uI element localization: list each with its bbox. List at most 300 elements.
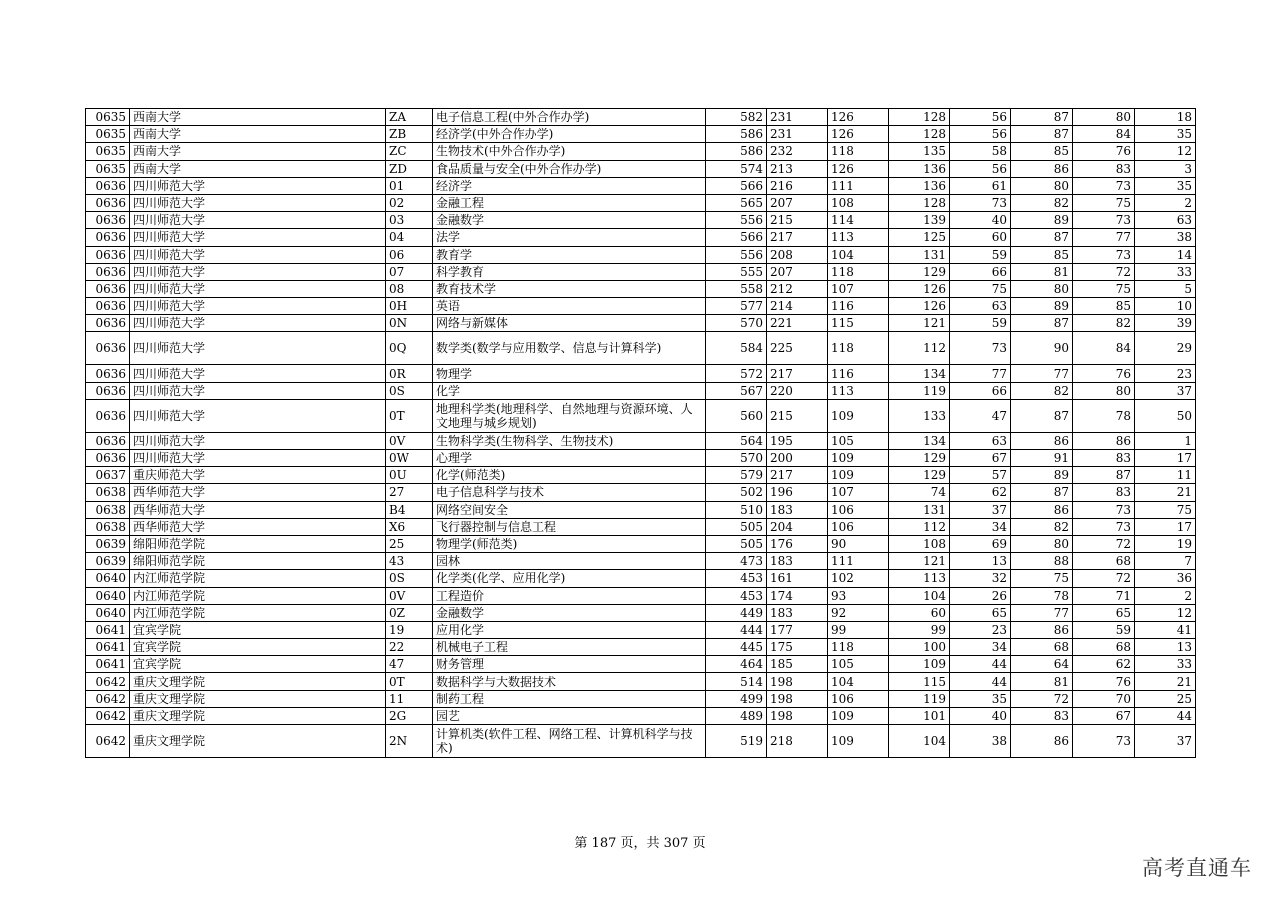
score-col-3-cell: 118: [828, 332, 889, 365]
score-col-2-cell: 176: [767, 535, 828, 552]
school-name-cell: 西南大学: [130, 143, 386, 160]
total-score-cell: 464: [706, 656, 767, 673]
school-code-cell: 0639: [86, 553, 130, 570]
score-col-3-cell: 102: [828, 570, 889, 587]
school-code-cell: 0641: [86, 656, 130, 673]
school-name-cell: 内江师范学院: [130, 587, 386, 604]
score-col-2-cell: 232: [767, 143, 828, 160]
page-footer: 第 187 页，共 307 页: [574, 836, 706, 851]
school-code-cell: 0636: [86, 315, 130, 332]
score-col-5-cell: 47: [950, 399, 1011, 432]
school-name-cell: 四川师范大学: [130, 280, 386, 297]
score-col-2-cell: 225: [767, 332, 828, 365]
table-row: [86, 399, 1196, 432]
total-score-cell: 453: [706, 587, 767, 604]
score-col-2-cell: 216: [767, 177, 828, 194]
major-code-cell: 43: [386, 553, 433, 570]
score-col-4-cell: 121: [889, 315, 950, 332]
table-row: [86, 263, 1196, 280]
score-col-7-cell: 76: [1073, 365, 1135, 382]
table-row: [86, 673, 1196, 690]
score-col-2-cell: 231: [767, 126, 828, 143]
school-name-cell: 四川师范大学: [130, 177, 386, 194]
score-col-5-cell: 62: [950, 484, 1011, 501]
score-col-4-cell: 104: [889, 587, 950, 604]
school-code-cell: 0635: [86, 160, 130, 177]
score-col-5-cell: 23: [950, 621, 1011, 638]
major-code-cell: 01: [386, 177, 433, 194]
major-code-cell: 47: [386, 656, 433, 673]
school-name-cell: 宜宾学院: [130, 621, 386, 638]
score-col-4-cell: 135: [889, 143, 950, 160]
score-col-2-cell: 198: [767, 673, 828, 690]
score-col-7-cell: 59: [1073, 621, 1135, 638]
score-col-4-cell: 60: [889, 604, 950, 621]
score-col-6-cell: 78: [1011, 587, 1073, 604]
school-name-cell: 四川师范大学: [130, 450, 386, 467]
major-name-cell: 机械电子工程: [433, 639, 706, 656]
major-name-cell: 电子信息工程(中外合作办学): [433, 109, 706, 126]
score-col-7-cell: 80: [1073, 109, 1135, 126]
school-code-cell: 0639: [86, 535, 130, 552]
score-col-3-cell: 126: [828, 126, 889, 143]
score-col-6-cell: 91: [1011, 450, 1073, 467]
score-col-3-cell: 114: [828, 212, 889, 229]
major-name-cell: 物理学: [433, 365, 706, 382]
school-name-cell: 四川师范大学: [130, 229, 386, 246]
score-col-7-cell: 73: [1073, 518, 1135, 535]
major-code-cell: ZA: [386, 109, 433, 126]
table-row: [86, 604, 1196, 621]
score-col-8-cell: 18: [1135, 109, 1196, 126]
school-code-cell: 0636: [86, 194, 130, 211]
table-row: [86, 160, 1196, 177]
score-col-5-cell: 58: [950, 143, 1011, 160]
score-col-3-cell: 118: [828, 143, 889, 160]
total-score-cell: 564: [706, 432, 767, 449]
school-name-cell: 四川师范大学: [130, 315, 386, 332]
school-name-cell: 四川师范大学: [130, 212, 386, 229]
score-col-5-cell: 66: [950, 263, 1011, 280]
major-code-cell: ZD: [386, 160, 433, 177]
score-col-6-cell: 80: [1011, 280, 1073, 297]
school-name-cell: 内江师范学院: [130, 604, 386, 621]
school-name-cell: 西南大学: [130, 126, 386, 143]
score-col-3-cell: 118: [828, 639, 889, 656]
score-col-8-cell: 38: [1135, 229, 1196, 246]
score-col-7-cell: 83: [1073, 450, 1135, 467]
score-col-6-cell: 82: [1011, 518, 1073, 535]
total-score-cell: 572: [706, 365, 767, 382]
table-body: [86, 109, 1196, 758]
major-name-cell: 数据科学与大数据技术: [433, 673, 706, 690]
score-col-7-cell: 84: [1073, 332, 1135, 365]
score-col-5-cell: 38: [950, 725, 1011, 758]
score-col-6-cell: 75: [1011, 570, 1073, 587]
score-col-2-cell: 218: [767, 725, 828, 758]
score-col-2-cell: 220: [767, 382, 828, 399]
major-name-cell: 财务管理: [433, 656, 706, 673]
total-score-cell: 502: [706, 484, 767, 501]
major-code-cell: 0S: [386, 570, 433, 587]
score-col-5-cell: 57: [950, 467, 1011, 484]
score-col-8-cell: 10: [1135, 298, 1196, 315]
major-name-cell: 金融工程: [433, 194, 706, 211]
score-col-7-cell: 73: [1073, 212, 1135, 229]
score-col-5-cell: 61: [950, 177, 1011, 194]
major-name-cell: 飞行器控制与信息工程: [433, 518, 706, 535]
school-code-cell: 0642: [86, 707, 130, 724]
score-col-6-cell: 87: [1011, 315, 1073, 332]
score-col-2-cell: 215: [767, 399, 828, 432]
score-col-7-cell: 78: [1073, 399, 1135, 432]
score-col-4-cell: 108: [889, 535, 950, 552]
school-code-cell: 0636: [86, 298, 130, 315]
major-code-cell: 0Z: [386, 604, 433, 621]
score-col-3-cell: 107: [828, 280, 889, 297]
score-col-2-cell: 231: [767, 109, 828, 126]
score-col-3-cell: 109: [828, 707, 889, 724]
score-col-4-cell: 133: [889, 399, 950, 432]
score-col-6-cell: 89: [1011, 298, 1073, 315]
table-row: [86, 143, 1196, 160]
major-code-cell: 0W: [386, 450, 433, 467]
score-col-3-cell: 126: [828, 109, 889, 126]
score-col-6-cell: 72: [1011, 690, 1073, 707]
score-col-8-cell: 17: [1135, 518, 1196, 535]
score-col-4-cell: 136: [889, 177, 950, 194]
score-col-6-cell: 90: [1011, 332, 1073, 365]
school-name-cell: 西华师范大学: [130, 518, 386, 535]
total-score-cell: 453: [706, 570, 767, 587]
score-col-5-cell: 35: [950, 690, 1011, 707]
score-col-4-cell: 134: [889, 365, 950, 382]
score-col-4-cell: 119: [889, 690, 950, 707]
score-col-6-cell: 80: [1011, 535, 1073, 552]
table-row: [86, 570, 1196, 587]
score-col-8-cell: 3: [1135, 160, 1196, 177]
score-col-4-cell: 129: [889, 467, 950, 484]
major-code-cell: 25: [386, 535, 433, 552]
score-col-4-cell: 131: [889, 246, 950, 263]
score-col-2-cell: 217: [767, 229, 828, 246]
score-col-6-cell: 87: [1011, 399, 1073, 432]
school-code-cell: 0636: [86, 263, 130, 280]
score-col-3-cell: 118: [828, 263, 889, 280]
school-code-cell: 0638: [86, 518, 130, 535]
score-col-5-cell: 59: [950, 246, 1011, 263]
score-col-6-cell: 80: [1011, 177, 1073, 194]
score-col-3-cell: 109: [828, 725, 889, 758]
table-row: [86, 484, 1196, 501]
school-code-cell: 0640: [86, 587, 130, 604]
score-col-8-cell: 75: [1135, 501, 1196, 518]
major-code-cell: 0T: [386, 673, 433, 690]
total-score-cell: 570: [706, 315, 767, 332]
score-col-4-cell: 115: [889, 673, 950, 690]
score-col-3-cell: 109: [828, 450, 889, 467]
score-col-2-cell: 198: [767, 707, 828, 724]
school-code-cell: 0636: [86, 399, 130, 432]
major-name-cell: 英语: [433, 298, 706, 315]
score-col-4-cell: 139: [889, 212, 950, 229]
score-col-7-cell: 86: [1073, 432, 1135, 449]
table-row: [86, 298, 1196, 315]
score-col-4-cell: 100: [889, 639, 950, 656]
major-name-cell: 金融数学: [433, 212, 706, 229]
score-col-8-cell: 2: [1135, 587, 1196, 604]
school-name-cell: 绵阳师范学院: [130, 535, 386, 552]
total-score-cell: 556: [706, 212, 767, 229]
score-col-3-cell: 108: [828, 194, 889, 211]
score-col-6-cell: 87: [1011, 109, 1073, 126]
score-col-7-cell: 73: [1073, 501, 1135, 518]
table-row: [86, 725, 1196, 758]
score-col-7-cell: 83: [1073, 160, 1135, 177]
score-col-4-cell: 128: [889, 126, 950, 143]
major-code-cell: 03: [386, 212, 433, 229]
table-row: [86, 690, 1196, 707]
score-col-8-cell: 29: [1135, 332, 1196, 365]
score-col-4-cell: 136: [889, 160, 950, 177]
table-row: [86, 467, 1196, 484]
score-col-7-cell: 80: [1073, 382, 1135, 399]
score-col-6-cell: 89: [1011, 212, 1073, 229]
major-name-cell: 教育学: [433, 246, 706, 263]
major-code-cell: 11: [386, 690, 433, 707]
score-col-7-cell: 75: [1073, 194, 1135, 211]
score-col-6-cell: 87: [1011, 484, 1073, 501]
total-score-cell: 577: [706, 298, 767, 315]
school-name-cell: 重庆文理学院: [130, 725, 386, 758]
score-col-7-cell: 87: [1073, 467, 1135, 484]
score-col-7-cell: 62: [1073, 656, 1135, 673]
score-col-3-cell: 111: [828, 177, 889, 194]
major-code-cell: 0R: [386, 365, 433, 382]
major-code-cell: ZB: [386, 126, 433, 143]
school-name-cell: 四川师范大学: [130, 194, 386, 211]
score-col-6-cell: 83: [1011, 707, 1073, 724]
total-score-cell: 582: [706, 109, 767, 126]
score-col-5-cell: 63: [950, 298, 1011, 315]
score-col-8-cell: 12: [1135, 604, 1196, 621]
major-name-cell: 经济学: [433, 177, 706, 194]
score-col-7-cell: 72: [1073, 263, 1135, 280]
score-col-4-cell: 131: [889, 501, 950, 518]
score-col-7-cell: 68: [1073, 553, 1135, 570]
score-col-3-cell: 111: [828, 553, 889, 570]
score-col-8-cell: 14: [1135, 246, 1196, 263]
score-col-5-cell: 37: [950, 501, 1011, 518]
school-code-cell: 0638: [86, 484, 130, 501]
score-col-2-cell: 195: [767, 432, 828, 449]
school-code-cell: 0636: [86, 229, 130, 246]
score-col-7-cell: 85: [1073, 298, 1135, 315]
table-row: [86, 280, 1196, 297]
score-col-8-cell: 44: [1135, 707, 1196, 724]
score-col-2-cell: 185: [767, 656, 828, 673]
major-code-cell: ZC: [386, 143, 433, 160]
score-col-8-cell: 19: [1135, 535, 1196, 552]
school-code-cell: 0637: [86, 467, 130, 484]
score-col-2-cell: 174: [767, 587, 828, 604]
score-col-4-cell: 129: [889, 263, 950, 280]
score-col-5-cell: 44: [950, 673, 1011, 690]
school-code-cell: 0642: [86, 673, 130, 690]
score-col-4-cell: 112: [889, 332, 950, 365]
major-code-cell: 0V: [386, 587, 433, 604]
score-col-6-cell: 89: [1011, 467, 1073, 484]
major-code-cell: 0H: [386, 298, 433, 315]
score-col-7-cell: 73: [1073, 246, 1135, 263]
score-col-6-cell: 86: [1011, 432, 1073, 449]
score-col-6-cell: 86: [1011, 725, 1073, 758]
score-col-7-cell: 72: [1073, 535, 1135, 552]
score-col-4-cell: 126: [889, 280, 950, 297]
score-col-8-cell: 41: [1135, 621, 1196, 638]
table-row: [86, 707, 1196, 724]
major-name-cell: 化学: [433, 382, 706, 399]
score-col-6-cell: 77: [1011, 604, 1073, 621]
score-col-3-cell: 126: [828, 160, 889, 177]
score-col-5-cell: 77: [950, 365, 1011, 382]
score-col-2-cell: 177: [767, 621, 828, 638]
score-col-5-cell: 69: [950, 535, 1011, 552]
major-name-cell: 应用化学: [433, 621, 706, 638]
score-col-4-cell: 74: [889, 484, 950, 501]
score-col-5-cell: 73: [950, 194, 1011, 211]
score-col-5-cell: 40: [950, 212, 1011, 229]
score-col-6-cell: 81: [1011, 673, 1073, 690]
score-col-8-cell: 33: [1135, 656, 1196, 673]
score-col-8-cell: 5: [1135, 280, 1196, 297]
score-col-7-cell: 70: [1073, 690, 1135, 707]
score-col-5-cell: 73: [950, 332, 1011, 365]
score-col-3-cell: 105: [828, 432, 889, 449]
table-row: [86, 126, 1196, 143]
major-code-cell: 0S: [386, 382, 433, 399]
major-code-cell: 27: [386, 484, 433, 501]
score-col-2-cell: 213: [767, 160, 828, 177]
major-name-cell: 化学(师范类): [433, 467, 706, 484]
score-col-7-cell: 68: [1073, 639, 1135, 656]
school-name-cell: 四川师范大学: [130, 382, 386, 399]
score-col-4-cell: 128: [889, 194, 950, 211]
score-col-8-cell: 1: [1135, 432, 1196, 449]
total-score-cell: 499: [706, 690, 767, 707]
major-code-cell: 0T: [386, 399, 433, 432]
score-col-8-cell: 63: [1135, 212, 1196, 229]
score-col-8-cell: 37: [1135, 725, 1196, 758]
major-code-cell: 22: [386, 639, 433, 656]
score-col-8-cell: 21: [1135, 673, 1196, 690]
score-col-3-cell: 105: [828, 656, 889, 673]
total-score-cell: 514: [706, 673, 767, 690]
score-col-2-cell: 215: [767, 212, 828, 229]
score-col-8-cell: 36: [1135, 570, 1196, 587]
school-code-cell: 0636: [86, 432, 130, 449]
score-col-5-cell: 63: [950, 432, 1011, 449]
score-col-4-cell: 121: [889, 553, 950, 570]
table-row: [86, 194, 1196, 211]
score-col-5-cell: 44: [950, 656, 1011, 673]
major-code-cell: 04: [386, 229, 433, 246]
score-col-7-cell: 76: [1073, 673, 1135, 690]
score-col-7-cell: 82: [1073, 315, 1135, 332]
total-score-cell: 565: [706, 194, 767, 211]
score-col-3-cell: 109: [828, 467, 889, 484]
major-code-cell: 02: [386, 194, 433, 211]
score-col-2-cell: 175: [767, 639, 828, 656]
major-code-cell: 08: [386, 280, 433, 297]
score-col-5-cell: 59: [950, 315, 1011, 332]
major-name-cell: 心理学: [433, 450, 706, 467]
major-name-cell: 科学教育: [433, 263, 706, 280]
total-score-cell: 489: [706, 707, 767, 724]
score-col-4-cell: 134: [889, 432, 950, 449]
major-code-cell: 0V: [386, 432, 433, 449]
score-col-8-cell: 17: [1135, 450, 1196, 467]
table-row: [86, 229, 1196, 246]
score-col-3-cell: 106: [828, 501, 889, 518]
school-name-cell: 重庆文理学院: [130, 690, 386, 707]
score-col-3-cell: 116: [828, 365, 889, 382]
score-col-4-cell: 109: [889, 656, 950, 673]
table-row: [86, 365, 1196, 382]
school-name-cell: 四川师范大学: [130, 332, 386, 365]
school-code-cell: 0635: [86, 126, 130, 143]
score-col-6-cell: 88: [1011, 553, 1073, 570]
score-col-6-cell: 81: [1011, 263, 1073, 280]
school-name-cell: 四川师范大学: [130, 246, 386, 263]
score-col-4-cell: 129: [889, 450, 950, 467]
school-name-cell: 重庆文理学院: [130, 707, 386, 724]
score-col-4-cell: 119: [889, 382, 950, 399]
score-col-3-cell: 90: [828, 535, 889, 552]
major-code-cell: 2N: [386, 725, 433, 758]
school-code-cell: 0636: [86, 246, 130, 263]
score-col-8-cell: 35: [1135, 177, 1196, 194]
major-name-cell: 化学类(化学、应用化学): [433, 570, 706, 587]
total-score-cell: 570: [706, 450, 767, 467]
total-score-cell: 574: [706, 160, 767, 177]
score-col-3-cell: 116: [828, 298, 889, 315]
score-col-5-cell: 56: [950, 160, 1011, 177]
score-col-5-cell: 56: [950, 109, 1011, 126]
table-row: [86, 587, 1196, 604]
score-col-7-cell: 83: [1073, 484, 1135, 501]
score-col-4-cell: 125: [889, 229, 950, 246]
school-name-cell: 四川师范大学: [130, 399, 386, 432]
total-score-cell: 556: [706, 246, 767, 263]
major-name-cell: 法学: [433, 229, 706, 246]
score-col-2-cell: 204: [767, 518, 828, 535]
school-name-cell: 重庆文理学院: [130, 673, 386, 690]
score-col-6-cell: 87: [1011, 126, 1073, 143]
major-name-cell: 计算机类(软件工程、网络工程、计算机科学与技术): [433, 725, 706, 758]
major-name-cell: 工程造价: [433, 587, 706, 604]
table-row: [86, 315, 1196, 332]
major-name-cell: 园艺: [433, 707, 706, 724]
table-row: [86, 246, 1196, 263]
score-col-2-cell: 161: [767, 570, 828, 587]
score-col-3-cell: 93: [828, 587, 889, 604]
score-col-7-cell: 72: [1073, 570, 1135, 587]
score-col-6-cell: 68: [1011, 639, 1073, 656]
score-col-5-cell: 67: [950, 450, 1011, 467]
school-name-cell: 四川师范大学: [130, 263, 386, 280]
school-name-cell: 四川师范大学: [130, 298, 386, 315]
